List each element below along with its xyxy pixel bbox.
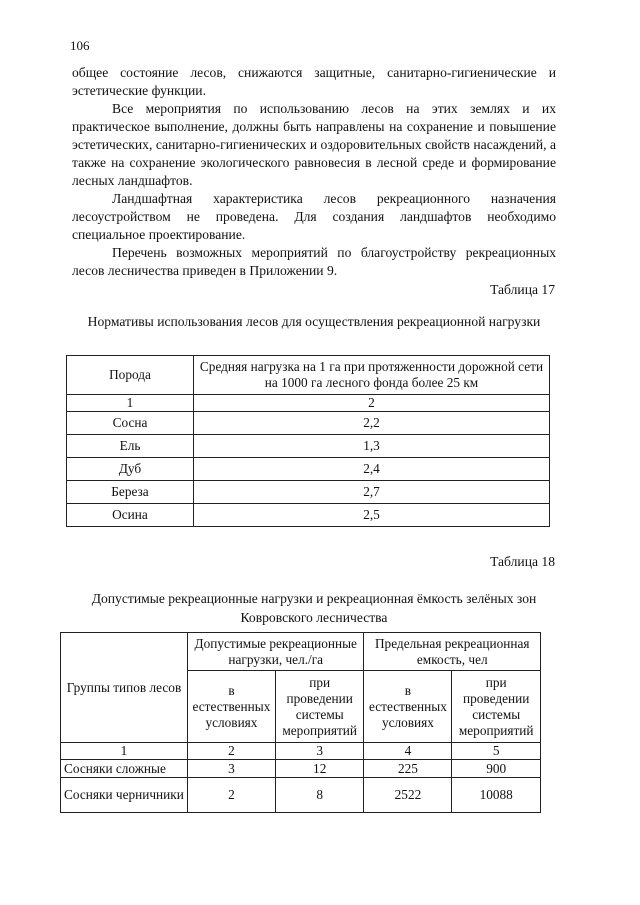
table-row: [61, 760, 541, 778]
table-17-title: Нормативы использования лесов для осуществления рекреационной нагрузки: [87, 314, 541, 329]
table-18-subheader: в естественных условиях: [188, 671, 276, 743]
table-18-col-number: 3: [275, 743, 364, 760]
page-number: 106: [70, 38, 90, 53]
table-cell: 12: [275, 760, 364, 778]
table-cell: Береза: [67, 481, 194, 504]
table-cell: 2,2: [194, 412, 550, 435]
paragraph-3: Ландшафтная характеристика лесов рекреационного назначения лесоустройством не проведена. Для создания ландшафтов необходимо специальное проектирование.: [72, 191, 556, 242]
table-18: [60, 632, 541, 813]
table-17-label: Таблица 17: [490, 282, 555, 297]
table-row: [67, 412, 550, 435]
table-cell: 900: [452, 760, 541, 778]
table-cell: Дуб: [67, 458, 194, 481]
table-18-col-number: 5: [452, 743, 541, 760]
table-cell: 3: [188, 760, 276, 778]
table-18-subheader: при проведении системы мероприятий: [452, 671, 541, 743]
table-18-col-number: 2: [188, 743, 276, 760]
paragraph-1: общее состояние лесов, снижаются защитные, санитарно-гигиенические и эстетические функции.: [72, 65, 556, 98]
table-18-subheader: в естественных условиях: [364, 671, 452, 743]
table-18-header-group: Группы типов лесов: [61, 633, 188, 743]
table-cell: Сосняки черничники: [61, 778, 188, 813]
table-17-header-species: Порода: [67, 356, 194, 395]
table-row: [67, 458, 550, 481]
table-row: [67, 481, 550, 504]
table-18-title: Допустимые рекреационные нагрузки и рекреационная ёмкость зелёных зон Ковровского лесничества: [91, 591, 537, 625]
table-row: [67, 504, 550, 527]
table-cell: 2: [188, 778, 276, 813]
table-17-col-number: 1: [67, 395, 194, 412]
table-18-subheader: при проведении системы мероприятий: [275, 671, 364, 743]
table-18-col-number: 1: [61, 743, 188, 760]
table-row: [67, 435, 550, 458]
table-cell: Осина: [67, 504, 194, 527]
table-18-label: Таблица 18: [490, 554, 555, 569]
table-17-col-number: 2: [194, 395, 550, 412]
table-18-col-number: 4: [364, 743, 452, 760]
table-cell: 2,4: [194, 458, 550, 481]
table-17-header-load: Средняя нагрузка на 1 га при протяженности дорожной сети на 1000 га лесного фонда более 25 км: [194, 356, 550, 395]
table-17: [66, 355, 550, 527]
table-cell: 8: [275, 778, 364, 813]
table-row: [61, 778, 541, 813]
paragraph-2: Все мероприятия по использованию лесов на этих землях и их практическое выполнение, должны быть направлены на сохранение и повышение эстетических, санитарно-гигиенических и оздоровительных свойств насаждений, а также на сохранение экологического равновесия в лесной среде и формирование лесных ландшафтов.: [72, 101, 556, 188]
table-cell: 2,7: [194, 481, 550, 504]
table-cell: 2,5: [194, 504, 550, 527]
table-cell: Ель: [67, 435, 194, 458]
table-cell: 2522: [364, 778, 452, 813]
table-cell: Сосна: [67, 412, 194, 435]
table-cell: 225: [364, 760, 452, 778]
paragraph-4: Перечень возможных мероприятий по благоустройству рекреационных лесов лесничества приведен в Приложении 9.: [72, 245, 556, 278]
table-cell: 1,3: [194, 435, 550, 458]
table-cell: 10088: [452, 778, 541, 813]
table-cell: Сосняки сложные: [61, 760, 188, 778]
table-18-header-load: Допустимые рекреационные нагрузки, чел./га: [188, 633, 364, 671]
table-18-header-capacity: Предельная рекреационная емкость, чел: [364, 633, 541, 671]
